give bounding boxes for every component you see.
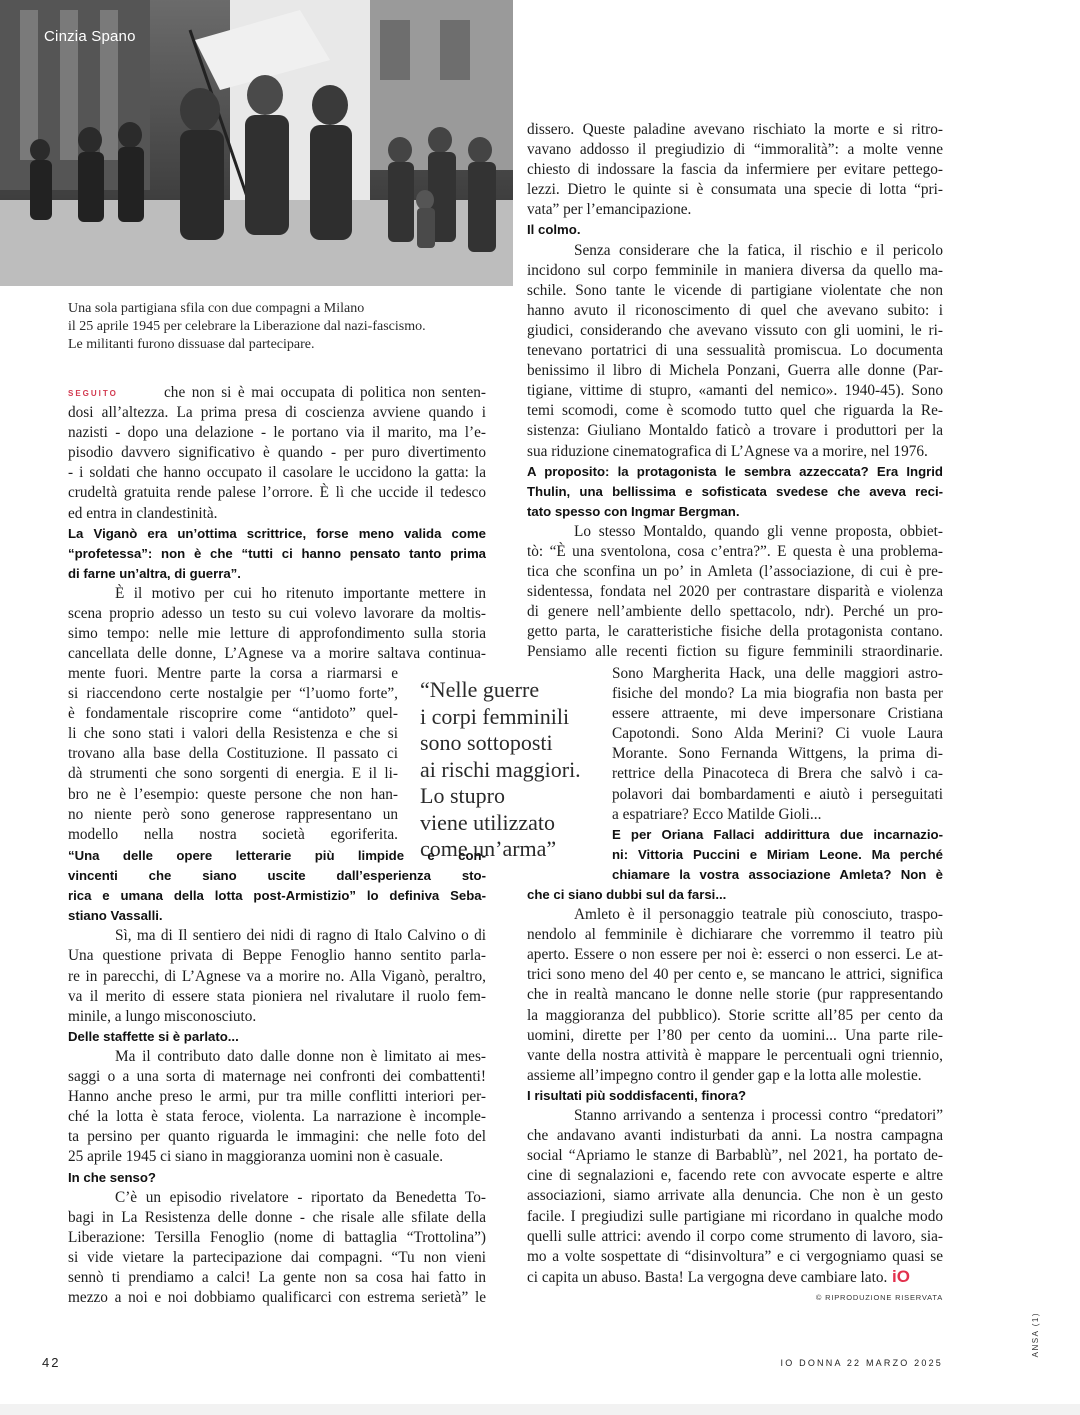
line-text: Pensiamo alle recenti fiction su figure femminili straordinarie. (527, 643, 943, 661)
line-text: bro ne è l’esempio: queste persone che non han- (68, 785, 398, 803)
question-line (68, 544, 486, 564)
line-text: temi scomodi, come è scomodo tutto quel che riguarda la Re- (527, 402, 943, 420)
text-line (612, 785, 943, 805)
line-text: Sì, ma di Il sentiero dei nidi di ragno di Italo Calvino o di (115, 927, 486, 945)
line-text: getto parta, le caratteristiche fisiche della protagonista contano. (527, 623, 943, 641)
line-text: ci capita un abuso. Basta! La vergogna deve cambiare lato. (527, 1268, 888, 1286)
line-text: cine di segnalazioni e, facendo rete con avvocate esperte e altre (527, 1167, 943, 1185)
line-text: E per Oriana Fallaci addirittura due incarnazio- (612, 826, 943, 842)
text-line (527, 562, 943, 582)
line-text: “profetessa”: non è che “tutti ci hanno pensato tanto prima (68, 545, 486, 561)
line-text: sidentessa, fondata nel 2020 per contrastare disparità e violenza (527, 583, 943, 601)
page-number: 42 (42, 1355, 61, 1370)
line-text: re in parecchi, di L’Agnese va a morire no. Alla Viganò, peraltro, (68, 967, 486, 985)
line-text: si riaccendono certe nostalgie per “l’uomo forte”, (68, 685, 398, 703)
text-line (68, 1268, 486, 1288)
line-text: aperto. Essere o non essere per noi è: esserci o non esserci. Le at- (527, 946, 943, 964)
text-line (527, 642, 943, 662)
text-line (527, 281, 943, 301)
line-text: Il colmo. (527, 222, 581, 238)
text-line (527, 1227, 943, 1247)
line-text: schile. Sono tante le vicende di partigiane violentate che non (527, 281, 943, 299)
line-text: ché la lotta è stata feroce, violenta. La narrazione è incomple- (68, 1108, 486, 1126)
text-line (527, 582, 943, 602)
text-line (527, 1207, 943, 1227)
pull-quote-line: Lo stupro (420, 783, 505, 808)
line-text: è fondamentale riscoprire come “antidoto” quel- (68, 705, 398, 723)
question-line (527, 462, 943, 482)
line-text: Senza considerare che la fatica, il rischio e il pericolo (574, 241, 943, 259)
line-text: tato spesso con Ingmar Bergman. (527, 503, 740, 519)
text-line (527, 1026, 943, 1046)
text-line (612, 684, 943, 704)
caption-line: Una sola partigiana sfila con due compagni a Milano (68, 301, 365, 316)
line-text: La Viganò era un’ottima scrittrice, forse meno valida come (68, 525, 486, 541)
text-line (527, 1146, 943, 1166)
line-text: rettrice della Pinacoteca di Brera che salvò i ca- (612, 765, 943, 783)
text-line (68, 584, 486, 604)
line-text: benissimo il libro di Michela Ponzani, Guerra alle donne (Par- (527, 362, 943, 380)
text-line (68, 825, 398, 845)
text-line (68, 483, 486, 503)
line-text: giudici, considerando che avevano vissuto con gli uomini, le ri- (527, 321, 943, 339)
line-text: tigiane, vittime di stupro, «amanti del nemico». 1940-45). Sono (527, 382, 943, 400)
pull-quote (420, 677, 610, 863)
line-text: che non si è mai occupata di politica non senten- (164, 384, 486, 401)
bottom-bar (0, 1404, 1080, 1415)
text-line (68, 463, 486, 483)
text-line (612, 805, 943, 825)
line-text: Ma il contributo dato dalle donne non è limitato ai mes- (115, 1047, 486, 1065)
line-text: che ci siano dubbi sul da farsi... (527, 887, 727, 902)
line-text: lezzi. Dietro le quinte si è consumata una specie di lotta “pri- (527, 181, 943, 199)
line-text: pisodio davvero significativo è quando - per puro divertimento (68, 444, 486, 462)
line-text: rica e umana della lotta post-Armistizio” lo definiva Seba- (68, 888, 486, 904)
line-text: va il merito di essere stata pioniera nel rivalutare il ruolo fem- (68, 987, 486, 1005)
question-line (527, 502, 943, 522)
text-line (527, 341, 943, 361)
text-line (68, 1147, 486, 1167)
line-text: uomini, dirette per l’80 per cento da uomini... Una parte rile- (527, 1026, 943, 1044)
question-line (612, 845, 943, 865)
text-line (527, 381, 943, 401)
text-line (68, 1288, 486, 1308)
text-line (68, 1047, 486, 1067)
right-column-bottom (527, 885, 943, 1287)
text-line (527, 1267, 943, 1287)
text-line (527, 602, 943, 622)
line-text: bagi in La Resistenza delle donne - che risale alle sfilate della (68, 1208, 486, 1226)
line-text: social “Apriamo le stanze di Barbablù”, nel 2021, ha portato de- (527, 1147, 943, 1165)
text-line (527, 1106, 943, 1126)
line-text: tica che sconfina un po’ in Amleta (l’associazione, di cui è pre- (527, 563, 943, 581)
line-text: Amleto è il personaggio teatrale più conosciuto, traspo- (574, 906, 943, 924)
line-text: fisiche del mondo? La mia biografia non basta per (612, 685, 943, 703)
text-line (612, 764, 943, 784)
line-text: facile. I pregiudizi sulle partigiane mi ricordano in qualche modo (527, 1207, 943, 1225)
line-text: Una questione privata di Beppe Fenoglio hanno sentito parla- (68, 947, 486, 965)
text-line (68, 987, 486, 1007)
line-text: saggi o a una sorta di maternage nei confronti dei combattenti! (68, 1068, 486, 1086)
text-line (527, 1166, 943, 1186)
text-line (68, 1248, 486, 1268)
text-line (527, 120, 943, 140)
line-text: mo a volte sospettate di “disinvoltura” e ci vergogniamo quasi se (527, 1247, 943, 1265)
text-line (68, 1007, 486, 1027)
text-line (68, 423, 486, 443)
text-line (68, 1067, 486, 1087)
text-line (68, 504, 486, 524)
text-line (527, 301, 943, 321)
line-text: mezzo a noi e noi dobbiamo qualificarci con estrema serietà” le (68, 1289, 486, 1307)
line-text: sennò ti prendiamo a calci! La gente non sa cosa hai fatto in (68, 1268, 486, 1286)
line-text: 25 aprile 1945 ci siano in maggioranza uomini non è casuale. (68, 1148, 444, 1166)
line-text: nendolo al femminile è dichiarare che vorremmo il teatro più (527, 926, 943, 944)
text-line (68, 684, 398, 704)
line-text: di farne un’altra, di guerra”. (68, 565, 241, 581)
line-text: Hanno anche preso le armi, pur tra mille conflitti interiori per- (68, 1088, 486, 1106)
line-text: polavori dai bombardamenti e aiutò i perseguitati (612, 785, 943, 803)
line-text: vante della nostra attività è mappare le percentuali ogni triennio, (527, 1046, 943, 1064)
line-text: sua riduzione cinematografica di L’Agnese va a morire, nel 1976. (527, 442, 928, 460)
line-text: tenevano portatrici di una sessualità promiscua. Lo documenta (527, 342, 943, 360)
left-column-narrow (68, 664, 398, 845)
question-line (68, 1027, 486, 1047)
text-line (68, 704, 398, 724)
seguito-label: SEGUITO (68, 389, 118, 398)
line-text: I risultati più soddisfacenti, finora? (527, 1087, 747, 1103)
line-text: “Una delle opere letterarie più limpide e con- (68, 848, 486, 863)
line-text: dosi all’altezza. La prima presa di coscienza avviene quando i (68, 404, 486, 422)
photo-agency-credit: ANSA (1) (1031, 1312, 1040, 1358)
text-line (527, 361, 943, 381)
line-text: minile, a lungo misconosciuto. (68, 1007, 257, 1025)
question-line (68, 886, 486, 906)
text-line (68, 1107, 486, 1127)
line-text: Thulin, una bellissima e sofisticata svedese che aveva reci- (527, 483, 943, 499)
text-line (527, 421, 943, 441)
line-text: Liberazione: Tersilla Fenoglio (nome di battaglia “Trottolina”) (68, 1228, 486, 1246)
line-text: li che sono stati i valori della Resistenza e che si (68, 725, 398, 743)
text-line (612, 744, 943, 764)
line-text: ed entra in clandestinità. (68, 504, 218, 522)
question-line (527, 482, 943, 502)
line-text: dissero. Queste paladine avevano rischiato la morte e si ritro- (527, 121, 943, 138)
text-line (612, 724, 943, 744)
text-line (527, 1046, 943, 1066)
text-line (527, 925, 943, 945)
line-text: modello nella nostra società egoriferita. (68, 825, 398, 843)
text-line (68, 744, 398, 764)
question-line (612, 825, 943, 845)
text-line (68, 1087, 486, 1107)
line-text: È il motivo per cui ho ritenuto importante mettere in (115, 584, 486, 602)
left-column-top (68, 383, 486, 664)
line-text: associazioni, siamo arrivate alla denuncia. Che non è un gesto (527, 1187, 943, 1205)
text-line (527, 200, 943, 220)
text-line (68, 624, 486, 644)
text-line (68, 1208, 486, 1228)
photo-caption (68, 300, 488, 354)
question-line (68, 524, 486, 544)
question-line (527, 885, 943, 905)
text-line (68, 644, 486, 664)
text-line (527, 985, 943, 1005)
article-photo (0, 0, 513, 286)
text-line (68, 1228, 486, 1248)
line-text: crudeltà gratuita rende palese l’orrore. È lì che uccide il tedesco (68, 484, 486, 502)
text-line (527, 261, 943, 281)
question-line (68, 866, 486, 886)
line-text: Capotondi. Sono Alda Merini? Ci vuole Laura (612, 725, 943, 743)
line-text: trici sono meno del 40 per cento e, se mancano le attrici, significa (527, 966, 943, 984)
line-text: simo tempo: nelle mie letture di approfondimento sulla storia (68, 625, 486, 643)
line-text: stiano Vassalli. (68, 908, 163, 924)
line-text: mente fuori. Mentre parte la corsa a riarmarsi e (68, 665, 398, 682)
text-line (527, 401, 943, 421)
line-text: hanno avuto il riconoscimento di quel che avevano subito: i (527, 301, 943, 319)
question-line (68, 1168, 486, 1188)
rights-notice: © RIPRODUZIONE RISERVATA (815, 1293, 943, 1302)
text-line (527, 1066, 943, 1086)
pull-quote-line: viene utilizzato (420, 809, 555, 835)
line-text: che in realtà mancano le donne nelle storie (pur rappresentando (527, 986, 943, 1004)
text-line (612, 704, 943, 724)
text-line (68, 805, 398, 825)
question-line (527, 220, 943, 240)
pull-quote-line: sono sottoposti (420, 730, 553, 755)
text-line (68, 383, 486, 403)
text-line (68, 946, 486, 966)
line-text: Delle staffette si è parlato... (68, 1028, 239, 1044)
text-line (68, 926, 486, 946)
line-text: vavano addosso il pregiudizio di “immoralità”: a molte venne (527, 141, 943, 159)
text-line (527, 241, 943, 261)
line-text: chiamare la vostra associazione Amleta? Non è (612, 866, 943, 882)
line-text: A proposito: la protagonista le sembra azzeccata? Era Ingrid (527, 463, 943, 479)
question-line (68, 846, 486, 866)
line-text: essere attraente, mi deve impersonare Cristiana (612, 705, 943, 723)
line-text: sistenza: Giuliano Montaldo faticò a trovare i produttori per la (527, 422, 943, 440)
line-text: chiesto di indossare la fascia da infermiere per evitare pettego- (527, 161, 943, 179)
text-line (527, 442, 943, 462)
pull-quote-line: come un’arma” (420, 836, 557, 861)
line-text: quelli sulle attrici: avendo il corpo come strumento di lavoro, sia- (527, 1227, 943, 1245)
line-text: Stanno arrivando a sentenza i processi contro “predatori” (574, 1107, 943, 1125)
line-text: tò: “È una sventolona, cosa c’entra?”. E questa è una problema- (527, 542, 943, 560)
question-line (527, 1086, 943, 1106)
text-line (68, 724, 398, 744)
line-text: la maggioranza del pubblico). Storie scritte all’85 per cento da (527, 1006, 943, 1024)
line-text: vincenti che siano uscite dall’esperienza sto- (68, 868, 486, 884)
line-text: trovano alla base della Costituzione. Il passato ci (68, 745, 398, 763)
text-line (68, 443, 486, 463)
text-line (68, 1188, 486, 1208)
text-line (527, 1247, 943, 1267)
line-text: dà strumenti che sono sorgenti di energia. E il li- (68, 765, 398, 783)
line-text: assieme all’impegno contro il gender gap e la lotta alle molestie. (527, 1066, 922, 1084)
pull-quote-line: “Nelle guerre (420, 677, 540, 702)
text-line (527, 140, 943, 160)
line-text: a espatriare? Ecco Matilde Gioli... (612, 805, 822, 823)
text-line (527, 622, 943, 642)
text-line (527, 1186, 943, 1206)
text-line (527, 965, 943, 985)
pull-quote-line: i corpi femminili (420, 703, 570, 729)
line-text: incidono sul corpo femminile in maniera diversa da quello ma- (527, 261, 943, 279)
question-line (68, 564, 486, 584)
text-line (527, 905, 943, 925)
photo-credit: Cinzia Spano (44, 28, 136, 45)
text-line (68, 1127, 486, 1147)
line-text: C’è un episodio rivelatore - riportato da Benedetta To- (115, 1188, 486, 1206)
line-text: cancellata delle donne, L’Agnese va a morire saltava continua- (68, 645, 486, 663)
left-column-bottom (68, 846, 486, 1308)
text-line (68, 664, 398, 684)
issue-info: IO DONNA 22 MARZO 2025 (780, 1358, 943, 1368)
line-text: Lo stesso Montaldo, quando gli venne proposta, obbiet- (574, 522, 943, 540)
caption-line: Le militanti furono dissuase dal partecipare. (68, 337, 315, 352)
question-line (68, 906, 486, 926)
line-text: Sono Margherita Hack, una delle maggiori astro- (612, 665, 943, 682)
line-text: scena proprio adesso un testo su cui volevo lavorare da moltis- (68, 605, 486, 623)
line-text: nazisti - dopo una delazione - le portano via il marito, ma l’e- (68, 424, 486, 442)
question-line (612, 865, 943, 885)
text-line (527, 542, 943, 562)
text-line (527, 522, 943, 542)
text-line (68, 764, 398, 784)
text-line (612, 664, 943, 684)
pull-quote-line: ai rischi maggiori. (420, 756, 581, 782)
line-text: vata” per l’emancipazione. (527, 201, 692, 219)
line-text: che andavano avanti indisturbati da anni. La nostra campagna (527, 1127, 943, 1145)
text-line (527, 1006, 943, 1026)
text-line (68, 604, 486, 624)
text-line (527, 1126, 943, 1146)
end-mark-logo: iO (887, 1266, 910, 1286)
text-line (527, 180, 943, 200)
text-line (527, 160, 943, 180)
line-text: si vide vietare la partecipazione dai compagni. “Tu non vieni (68, 1248, 486, 1266)
line-text: In che senso? (68, 1169, 156, 1185)
line-text: ni: Vittoria Puccini e Miriam Leone. Ma perché (612, 846, 943, 862)
line-text: - i soldati che hanno occupato il casolare le uccidono la gatta: la (68, 464, 486, 482)
caption-line: il 25 aprile 1945 per celebrare la Liberazione dal nazi-fascismo. (68, 319, 426, 334)
text-line (68, 785, 398, 805)
text-line (68, 967, 486, 987)
line-text: di genere nell’ambiente dello spettacolo, ndr). Perché un pro- (527, 603, 943, 621)
line-text: ta persino per quanto riguarda le immagini: che nelle foto del (68, 1128, 486, 1146)
text-line (527, 945, 943, 965)
right-column-narrow (612, 664, 943, 885)
right-column-top (527, 120, 943, 663)
text-line (527, 321, 943, 341)
line-text: no niente però sono generose rappresentano un (68, 805, 398, 823)
text-line (68, 403, 486, 423)
line-text: Morante. Sono Fernanda Wittgens, la prima di- (612, 745, 943, 763)
